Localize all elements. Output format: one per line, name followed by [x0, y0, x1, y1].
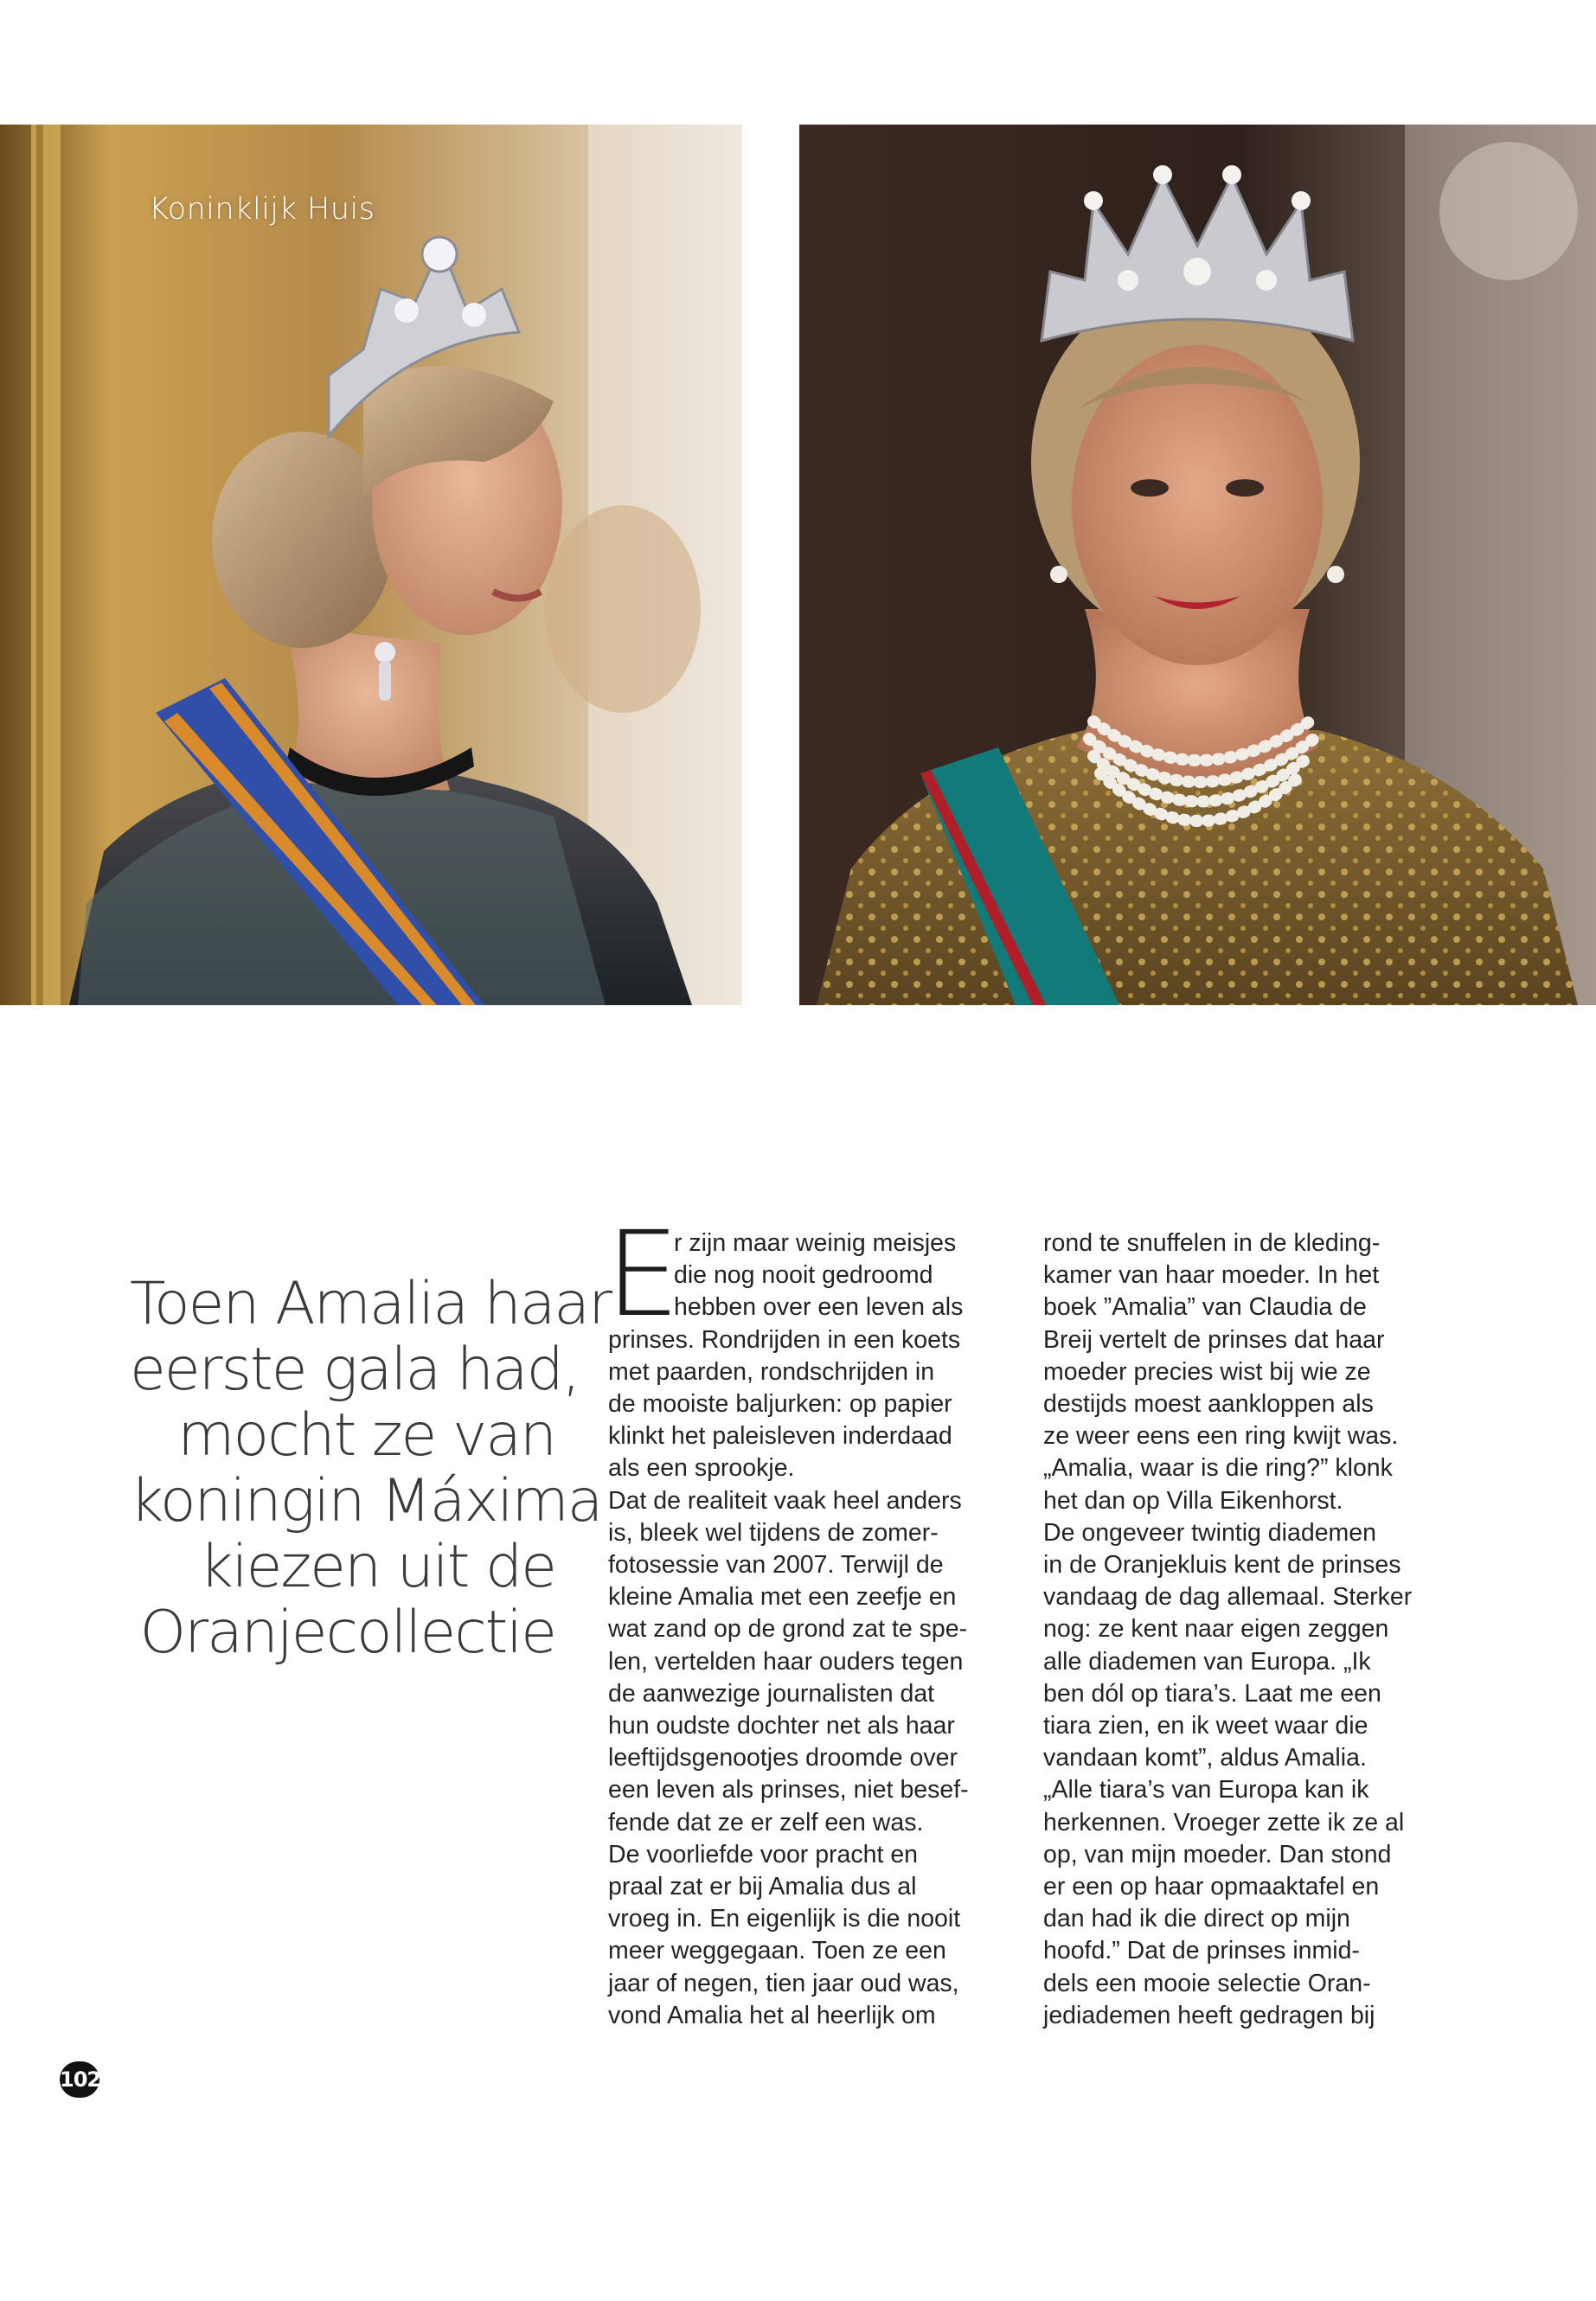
article-line: ben dól op tiara’s. Laat me een: [1043, 1679, 1381, 1708]
article-line: als een sprookje.: [608, 1454, 795, 1483]
article-line: praal zat er bij Amalia dus al: [608, 1873, 917, 1901]
photo-left: [0, 125, 742, 1005]
pull-quote-line: Oranjecollectie: [139, 1599, 555, 1667]
pull-quote-line: eerste gala had,: [130, 1336, 580, 1404]
photo-right-illustration: [799, 125, 1596, 1005]
article-line: alle diademen van Europa. „Ik: [1043, 1647, 1371, 1676]
article-line: op, van mijn moeder. Dan stond: [1043, 1840, 1392, 1868]
article-line: de aanwezige journalisten dat: [608, 1679, 935, 1708]
article-line: hoofd.” Dat de prinses inmid-: [1043, 1937, 1360, 1965]
article-line: „Alle tiara’s van Europa kan ik: [1043, 1776, 1369, 1804]
article-line: rond te snuffelen in de kleding-: [1043, 1229, 1381, 1257]
article-line: fende dat ze er zelf een was.: [608, 1808, 924, 1836]
article-line: destijds moest aankloppen als: [1043, 1390, 1374, 1419]
article-line: „Amalia, waar is die ring?” klonk: [1043, 1454, 1393, 1483]
article-line: kleine Amalia met een zeefje en: [608, 1583, 957, 1612]
pull-quote: [130, 1270, 612, 1667]
article-line: moeder precies wist bij wie ze: [1043, 1357, 1371, 1386]
article-line: De voorliefde voor pracht en: [608, 1840, 919, 1868]
article-line: ze weer eens een ring kwijt was.: [1043, 1422, 1399, 1451]
article-line: dan had ik die direct op mijn: [1043, 1905, 1350, 1933]
article-line: nog: ze kent naar eigen zeggen: [1043, 1615, 1389, 1644]
drop-cap: E: [606, 1207, 680, 1343]
article-line: er een op haar opmaaktafel en: [1043, 1873, 1380, 1901]
article-line: de mooiste baljurken: op papier: [608, 1390, 952, 1419]
article-line: prinses. Rondrijden in een koets: [608, 1325, 961, 1354]
article-line: meer weggegaan. Toen ze een: [608, 1937, 946, 1965]
article-line: in de Oranjekluis kent de prinses: [1043, 1551, 1401, 1580]
article-line: leeftijdsgenootjes droomde over: [608, 1744, 958, 1772]
article-column-1: [606, 1207, 1015, 2032]
article-line: vond Amalia het al heerlijk om: [608, 2001, 936, 2029]
section-label: Koninklijk Huis: [149, 192, 375, 227]
article-line: wat zand op de grond zat te spe-: [608, 1615, 968, 1644]
article-line: hebben over een leven als: [674, 1293, 964, 1322]
article-line: vandaan komt”, aldus Amalia.: [1043, 1744, 1367, 1772]
article-line: boek ”Amalia” van Claudia de: [1043, 1293, 1367, 1322]
article-line: Dat de realiteit vaak heel anders: [608, 1486, 962, 1515]
article-line: jaar of negen, tien jaar oud was,: [608, 1969, 959, 1997]
article-line: vroeg in. En eigenlijk is die nooit: [608, 1905, 961, 1933]
pull-quote-line: mocht ze van: [177, 1401, 555, 1470]
article-line: tiara zien, en ik weet waar die: [1043, 1712, 1368, 1740]
article-line: fotosessie van 2007. Terwijl de: [608, 1551, 944, 1580]
article-line: kamer van haar moeder. In het: [1043, 1261, 1380, 1290]
article-line: met paarden, rondschrijden in: [608, 1357, 935, 1386]
article-line: De ongeveer twintig diademen: [1043, 1518, 1376, 1547]
pull-quote-line: kiezen uit de: [199, 1533, 555, 1601]
pull-quote-line: Toen Amalia haar: [130, 1270, 612, 1338]
article-line: een leven als prinses, niet besef-: [608, 1776, 969, 1804]
pull-quote-line: koningin Máxima: [130, 1467, 602, 1535]
article-line: len, vertelden haar ouders tegen: [608, 1647, 964, 1676]
photo-right: [799, 125, 1596, 1005]
article-column-2: [1043, 1227, 1450, 2032]
article-line: r zijn maar weinig meisjes: [674, 1229, 957, 1257]
article-line: dels een mooie selectie Oran-: [1043, 1969, 1371, 1997]
article-line: is, bleek wel tijdens de zomer-: [608, 1518, 939, 1547]
article-line: klinkt het paleisleven inderdaad: [608, 1422, 952, 1451]
article-line: herkennen. Vroeger zette ik ze al: [1043, 1808, 1405, 1836]
article-line: vandaag de dag allemaal. Sterker: [1043, 1583, 1413, 1612]
article-line: hun oudste dochter net als haar: [608, 1712, 955, 1740]
article-line: jediademen heeft gedragen bij: [1043, 2001, 1375, 2029]
article-line: Breij vertelt de prinses dat haar: [1043, 1325, 1385, 1354]
page-number: 102: [60, 2061, 99, 2098]
article-line: het dan op Villa Eikenhorst.: [1043, 1486, 1343, 1515]
article-line: die nog nooit gedroomd: [674, 1261, 933, 1290]
photo-left-illustration: [0, 125, 742, 1005]
